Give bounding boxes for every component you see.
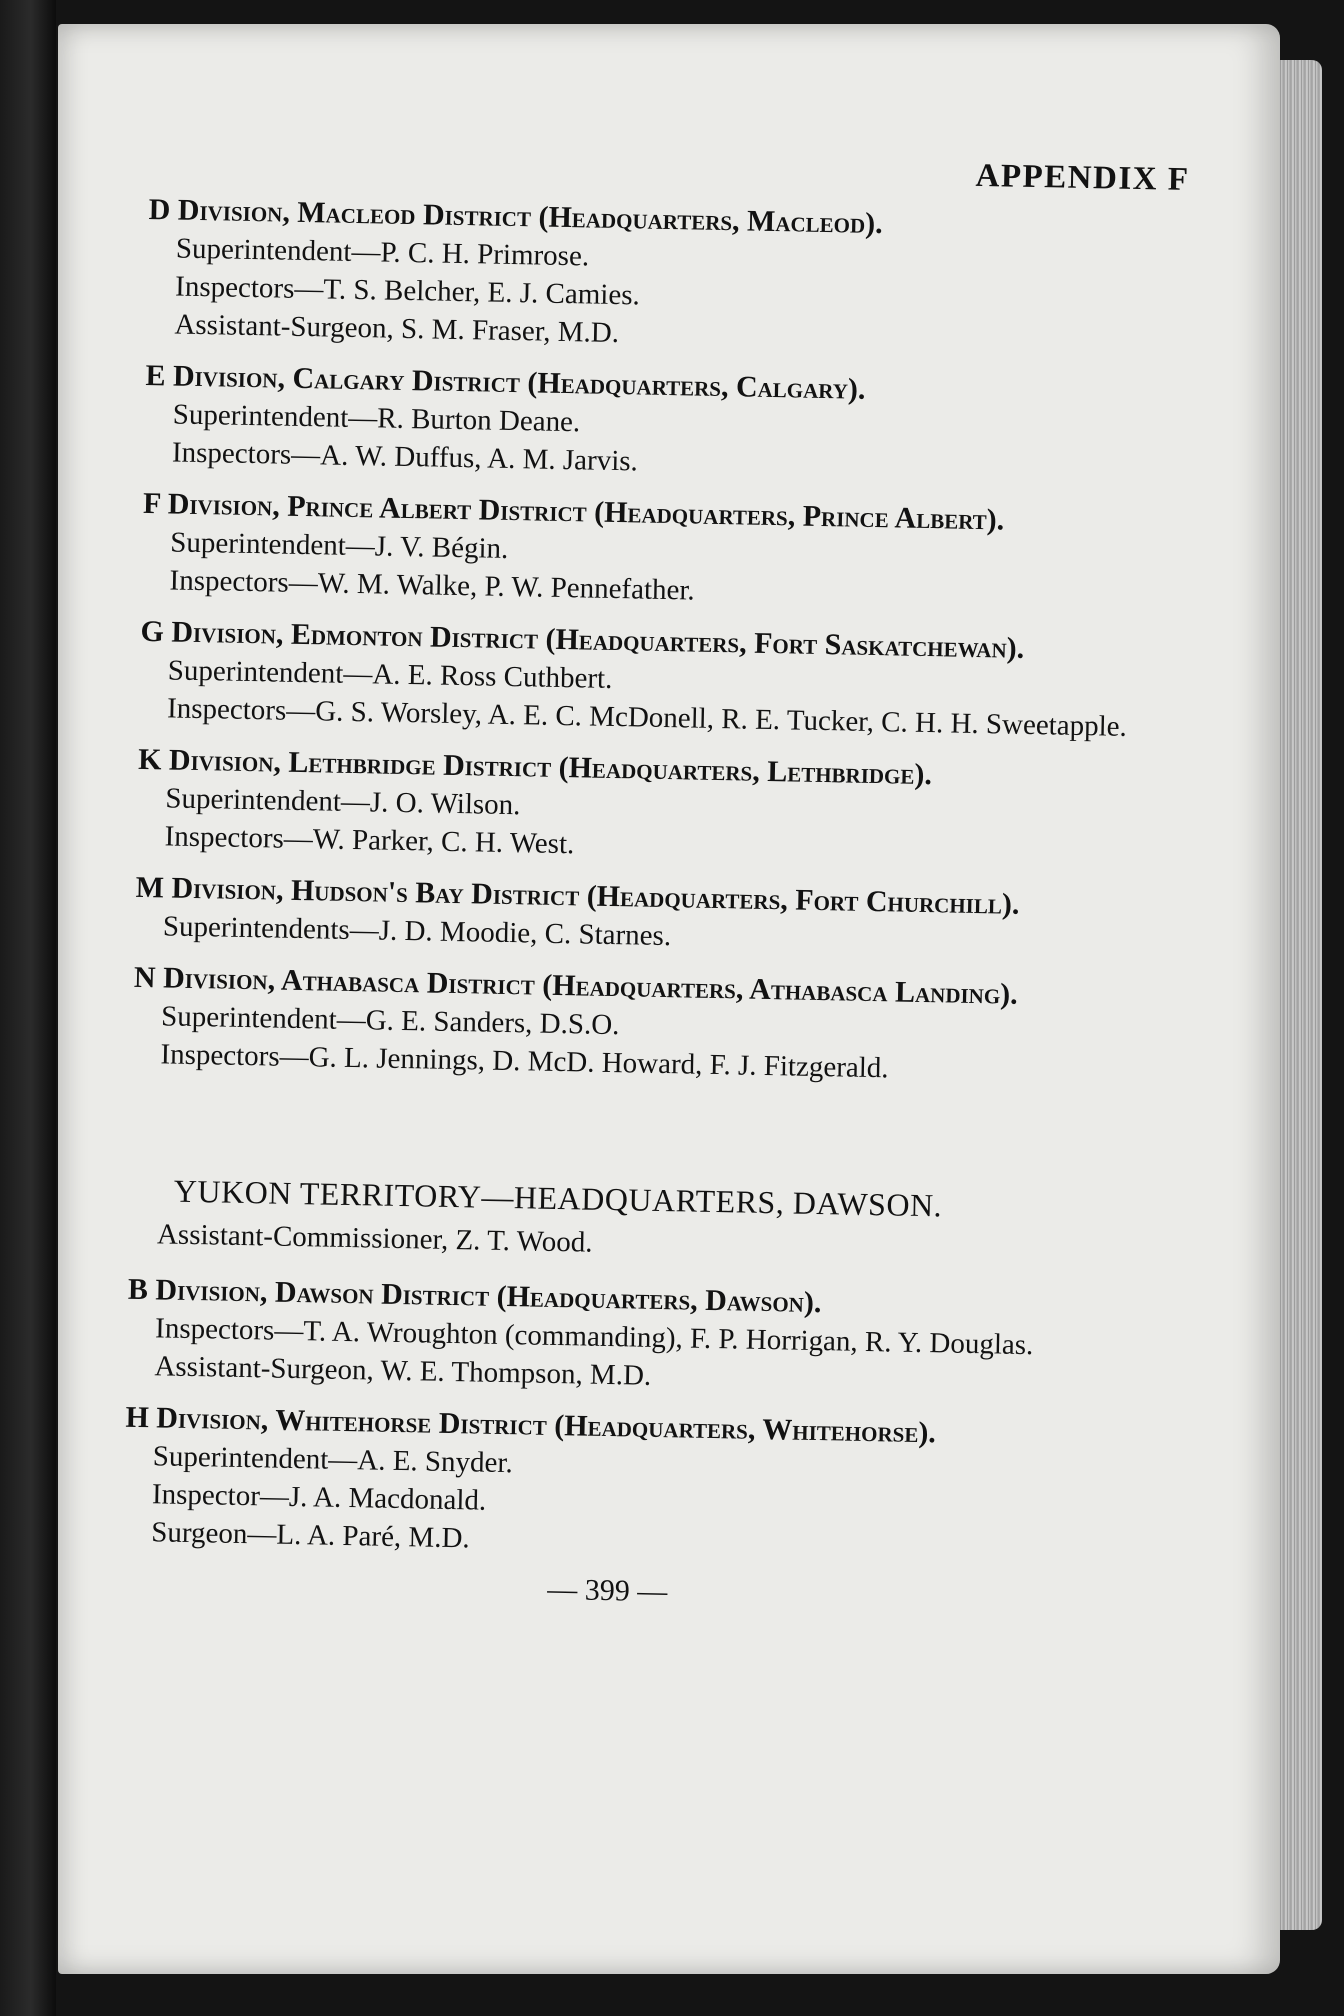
division-block (126, 1271, 1168, 1405)
division-officer-line: Superintendent—R. Burton Deane. (172, 398, 581, 439)
division-heading: G Division, Edmonton District (Headquarters, Fort Saskatchewan). (140, 614, 1025, 665)
divisions-list-part1 (132, 191, 1189, 1093)
division-officer-line: Inspectors—G. L. Jennings, D. McD. Howard, F. J. Fitzgerald. (160, 1038, 889, 1085)
division-block (132, 959, 1174, 1093)
division-block (135, 869, 1176, 965)
division-heading: F Division, Prince Albert District (Headquarters, Prince Albert). (142, 486, 1005, 537)
division-officer-line: Assistant-Surgeon, W. E. Thompson, M.D. (154, 1350, 652, 1392)
division-officer-line: Inspectors—A. W. Duffus, A. M. Jarvis. (171, 436, 639, 478)
division-officer-line: Inspectors—W. Parker, C. H. West. (164, 820, 575, 861)
division-heading: K Division, Lethbridge District (Headquarters, Lethbridge). (137, 742, 933, 792)
division-officer-line: Superintendents—J. D. Moodie, C. Starnes. (162, 910, 672, 953)
division-officer-line: Inspectors—T. S. Belcher, E. J. Camies. (174, 270, 641, 312)
yukon-subheading: Assistant-Commissioner, Z. T. Wood. (156, 1218, 593, 1259)
division-officer-line: Superintendent—J. O. Wilson. (165, 782, 521, 822)
division-officer-line: Surgeon—L. A. Paré, M.D. (151, 1516, 471, 1555)
page-content (122, 142, 1190, 1619)
division-officer-line: Inspectors—T. A. Wroughton (commanding), F. P. Horrigan, R. Y. Douglas. (154, 1312, 1034, 1362)
division-officer-line: Superintendent—J. V. Bégin. (170, 526, 509, 565)
division-block (144, 357, 1186, 491)
division-heading: N Division, Athabasca District (Headquarters, Athabasca Landing). (133, 960, 1019, 1011)
book-binding-left (0, 0, 56, 2016)
yukon-heading: YUKON TERRITORY—HEADQUARTERS, DAWSON. (173, 1172, 943, 1224)
appendix-title: APPENDIX F (975, 157, 1190, 198)
division-block (146, 191, 1189, 363)
division-heading: H Division, Whitehorse District (Headquarters, Whitehorse). (125, 1400, 937, 1450)
division-officer-line: Inspectors—G. S. Worsley, A. E. C. McDonell, R. E. Tucker, C. H. H. Sweetapple. (166, 692, 1128, 743)
page-number: — 399 — (546, 1572, 668, 1609)
division-officer-line: Superintendent—A. E. Snyder. (152, 1440, 514, 1480)
division-heading: B Division, Dawson District (Headquarters, Dawson). (127, 1272, 822, 1320)
division-officer-line: Superintendent—G. E. Sanders, D.S.O. (160, 1000, 620, 1042)
division-heading: E Division, Calgary District (Headquarters, Calgary). (145, 358, 866, 406)
division-block (139, 613, 1181, 747)
division-block (136, 741, 1178, 875)
divisions-list-part2 (123, 1271, 1168, 1571)
division-officer-line: Inspector—J. A. Macdonald. (151, 1478, 487, 1517)
division-block (123, 1399, 1166, 1571)
division-block (141, 485, 1183, 619)
division-officer-line: Assistant-Surgeon, S. M. Fraser, M.D. (174, 308, 620, 350)
division-officer-line: Inspectors—W. M. Walke, P. W. Pennefather. (169, 564, 696, 607)
book-page (58, 24, 1280, 1974)
division-heading: M Division, Hudson's Bay District (Headquarters, Fort Churchill). (135, 870, 1020, 921)
division-officer-line: Superintendent—A. E. Ross Cuthbert. (167, 654, 613, 695)
division-officer-line: Superintendent—P. C. H. Primrose. (175, 232, 590, 273)
division-heading: D Division, Macleod District (Headquarters, Macleod). (148, 192, 884, 241)
